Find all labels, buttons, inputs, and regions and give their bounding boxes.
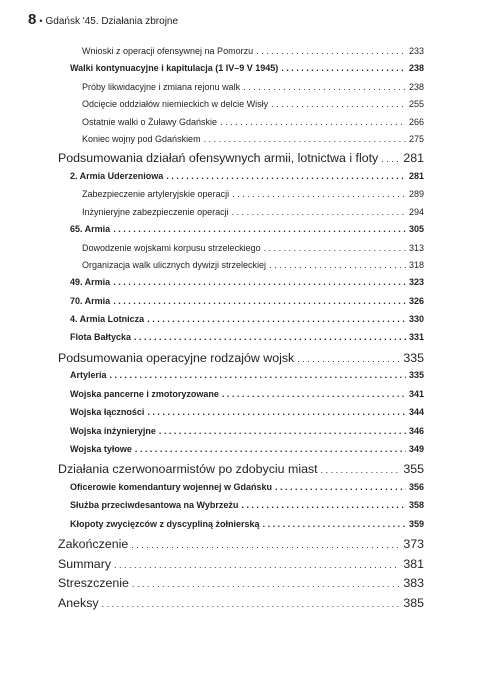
dot-leader [147,314,406,324]
toc-entry-page-number: 266 [408,116,424,127]
toc-entry-page-number: 356 [408,481,424,492]
toc-entry-page-number: 255 [408,99,424,110]
toc-entry-title: Zabezpieczenie artyleryjskie operacji [82,189,230,200]
dot-leader [241,500,406,510]
toc-entry-title: Wojska inżynieryjne [70,425,156,436]
dot-leader [147,407,406,417]
toc-entry [58,260,424,277]
toc-entry-page-number: 233 [408,46,424,56]
toc-entry-page-number: 359 [408,518,424,529]
toc-entry [58,407,424,425]
toc-entry-title: Wnioski z operacji ofensywnej na Pomorzu [82,46,254,56]
toc-entry-title: Organizacja walk ulicznych dywizji strzeleckiej [82,259,267,270]
toc-entry [58,314,424,332]
dot-leader [264,243,406,253]
toc-entry-page-number: 335 [403,350,424,365]
toc-entry-title: 70. Armia [70,295,111,306]
dot-leader [159,426,406,436]
toc-entry-title: Wojska łączności [70,407,145,418]
toc-entry-title: Podsumowania działań ofensywnych armii, lotnictwa i floty [58,151,379,166]
toc-entry-page-number: 344 [408,407,424,418]
toc-entry-page-number: 305 [408,224,424,235]
dot-leader [113,224,406,234]
toc-entry-title: Streszczenie [58,576,129,591]
toc-entry-title: 2. Armia Uderzeniowa [70,170,164,181]
toc-entry-title: Służba przeciwdesantowa na Wybrzeżu [70,500,239,511]
toc-entry [58,537,424,557]
toc-entry [58,99,424,116]
toc-entry-title: Artyleria [70,370,107,381]
dot-leader [297,354,400,364]
toc-entry [58,117,424,134]
toc-entry-page-number: 330 [408,314,424,325]
toc-entry-page-number: 281 [408,170,424,181]
table-of-contents [58,46,424,616]
toc-entry-title: Inżynieryjne zabezpieczenie operacji [82,206,229,217]
toc-entry [58,519,424,537]
dot-leader [222,389,406,399]
dot-leader [113,277,406,287]
toc-entry-title: Oficerowie komendantury wojennej w Gdańsku [70,481,273,492]
toc-entry-title: Kłopoty zwycięzców z dyscypliną żołnierską [70,518,260,529]
toc-entry-title: Aneksy [58,595,99,610]
running-head [28,11,178,28]
toc-entry-page-number: 275 [408,133,424,144]
page-number: 8 [28,11,37,28]
toc-entry [58,426,424,444]
toc-entry-title: Próby likwidacyjne i zmiana rejonu walk [82,81,241,92]
toc-entry-page-number: 335 [408,370,424,381]
dot-leader [256,46,406,56]
dot-leader [321,465,401,475]
toc-entry-page-number: 373 [403,537,424,552]
toc-entry-page-number: 358 [408,500,424,511]
toc-entry [58,462,424,482]
toc-entry-title: Koniec wojny pod Gdańskiem [82,133,201,144]
dot-leader [134,332,406,342]
toc-entry-page-number: 313 [408,242,424,253]
toc-entry-page-number: 281 [403,151,424,166]
toc-entry-page-number: 238 [408,63,424,74]
toc-entry-page-number: 349 [408,444,424,454]
dot-leader [263,519,406,529]
dot-leader [269,260,406,270]
dot-leader [381,154,400,164]
toc-entry [58,243,424,260]
toc-entry [58,224,424,242]
toc-entry-title: Wojska pancerne i zmotoryzowane [70,388,219,399]
toc-entry [58,171,424,189]
dot-leader [132,579,400,589]
dot-leader [281,63,406,73]
toc-entry-title: 49. Armia [70,277,111,288]
dot-leader [114,560,400,570]
toc-entry [58,134,424,151]
toc-entry-title: Podsumowania operacyjne rodzajów wojsk [58,350,295,365]
toc-entry [58,332,424,350]
dot-leader [220,117,406,127]
toc-entry-page-number: 355 [403,462,424,477]
dot-leader [113,296,406,306]
dot-leader [232,207,406,217]
toc-entry-title: Zakończenie [58,537,129,552]
toc-entry [58,370,424,388]
dot-leader [204,134,406,144]
toc-entry [58,557,424,577]
toc-entry [58,151,424,171]
toc-entry-title: Summary [58,556,112,571]
toc-entry [58,296,424,314]
dot-leader [275,482,406,492]
toc-entry [58,444,424,462]
toc-entry-page-number: 323 [408,277,424,288]
toc-entry-title: Odcięcie oddziałów niemieckich w delcie Wisły [82,99,269,110]
toc-entry-page-number: 238 [408,81,424,92]
toc-entry-page-number: 326 [408,295,424,306]
toc-entry [58,576,424,596]
toc-entry-page-number: 385 [403,595,424,610]
toc-entry-title: Ostatnie walki o Żuławy Gdańskie [82,116,218,127]
toc-entry-title: Wojska tyłowe [70,444,132,454]
toc-entry-page-number: 341 [408,388,424,399]
toc-entry-title: 4. Armia Lotnicza [70,314,145,325]
toc-entry-title: 65. Armia [70,224,111,235]
toc-entry [58,389,424,407]
toc-entry-page-number: 318 [408,259,424,270]
dot-leader [166,171,406,181]
toc-entry-page-number: 346 [408,425,424,436]
dot-leader [135,444,406,454]
toc-entry [58,351,424,371]
toc-entry-title: Walki kontynuacyjne i kapitulacja (1 IV–9 V 1945) [70,63,279,74]
toc-entry-page-number: 383 [403,576,424,591]
toc-entry [58,189,424,206]
dot-leader [243,82,406,92]
toc-entry-page-number: 381 [403,556,424,571]
toc-entry-title: Flota Bałtycka [70,332,132,343]
toc-entry [58,482,424,500]
toc-entry-title: Dowodzenie wojskami korpusu strzeleckiego [82,242,261,253]
toc-entry [58,82,424,99]
toc-entry [58,46,424,63]
dot-leader [110,370,406,380]
toc-entry-page-number: 294 [408,206,424,217]
toc-entry-title: Działania czerwonoarmistów po zdobyciu miast [58,462,318,477]
toc-entry-page-number: 289 [408,189,424,200]
toc-entry [58,500,424,518]
dot-leader [271,99,406,109]
toc-entry [58,207,424,224]
toc-entry [58,277,424,295]
dot-leader [102,599,401,609]
book-title: Gdańsk '45. Działania zbrojne [45,16,179,27]
toc-entry [58,596,424,616]
toc-entry [58,63,424,81]
dot-leader [131,540,400,550]
dot-leader [232,189,406,199]
toc-entry-page-number: 331 [408,332,424,343]
bullet-separator: • [39,16,43,26]
